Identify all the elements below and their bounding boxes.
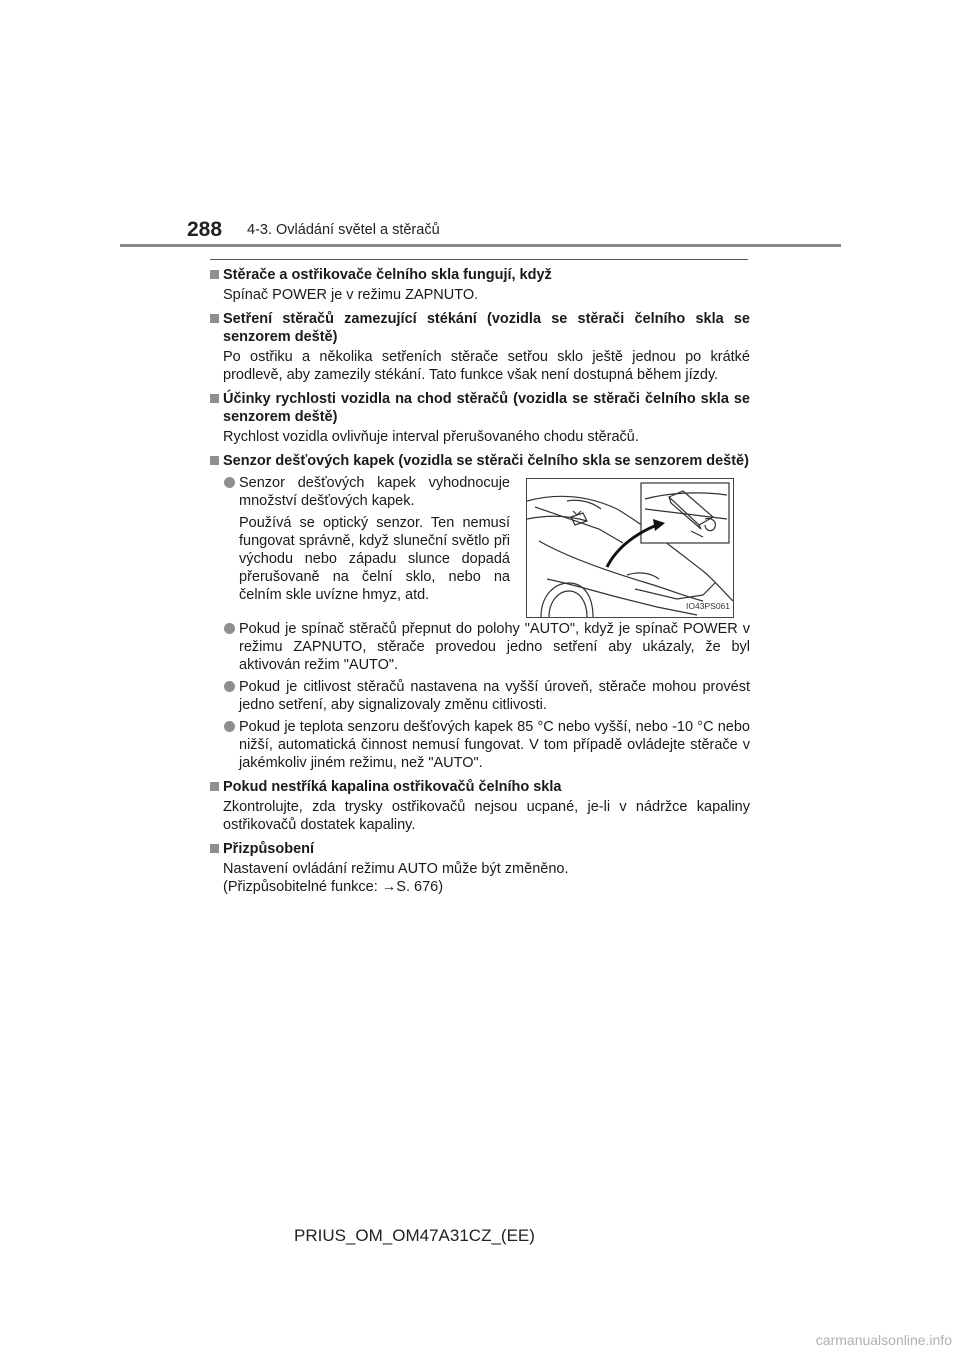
heading-text: Stěrače a ostřikovače čelního skla fungují, když [223,267,552,283]
round-bullet-icon [224,477,235,488]
heading-text: Senzor dešťových kapek (vozidla se stěrači čelního skla se senzorem deště) [223,453,749,469]
section-heading-washer-fluid [210,778,750,796]
paragraph-wipers-operate: Spínač POWER je v režimu ZAPNUTO. [223,287,479,303]
square-bullet-icon [210,394,219,403]
section-washer-fluid [210,778,750,834]
round-bullet-icon [224,681,235,692]
rain-sensor-figure-block [210,474,750,616]
figure-code: IO43PS061 [686,601,730,611]
header-rule [120,244,841,247]
bullet-item [210,718,750,772]
bullet-item [210,678,750,714]
square-bullet-icon [210,782,219,791]
bullet-text: Senzor dešťových kapek vyhodnocuje množství dešťových kapek. [239,475,510,509]
bullet-text: Pokud je citlivost stěračů nastavena na vyšší úroveň, stěrače mohou provést jedno setření, aby signalizovaly změnu citlivosti. [239,679,750,713]
section-customization [210,840,750,896]
bullet-text: Pokud je teplota senzoru dešťových kapek 85 °C nebo vyšší, nebo -10 °C nebo nižší, automatická činnost nemusí fungovat. V tom případě ovládejte stěrače v jakémkoliv jiném režimu, než "AUTO". [239,719,750,771]
square-bullet-icon [210,456,219,465]
bullet-item [210,474,510,510]
square-bullet-icon [210,844,219,853]
customization-page-reference[interactable]: (Přizpůsobitelné funkce: →S. 676) [223,879,444,895]
paragraph-vehicle-speed: Rychlost vozidla ovlivňuje interval přerušovaného chodu stěračů. [223,429,639,445]
footer-model-code: PRIUS_OM_OM47A31CZ_(EE) [294,1226,535,1245]
square-bullet-icon [210,314,219,323]
page-number: 288 [187,218,223,241]
section-rain-sensor [210,452,750,772]
round-bullet-icon [224,623,235,634]
section-title: 4-3. Ovládání světel a stěračů [247,222,440,238]
bullet-sub-paragraph: Používá se optický senzor. Ten nemusí fungovat správně, když sluneční světlo při východu nebo západu slunce dopadá přerušovaně na čelní sklo, nebo na čelním skle uvízne hmyz, atd. [239,515,510,603]
paragraph-drip-wipe: Po ostřiku a několika setřeních stěrače setřou sklo ještě jednou po krátké prodlevě, aby zamezily stékání. Tato funkce však není dostupná během jízdy. [223,349,750,383]
square-bullet-icon [210,270,219,279]
content-rule [210,259,748,260]
heading-text: Účinky rychlosti vozidla na chod stěračů (vozidla se stěrači čelního skla se senzorem deště) [223,391,750,425]
figure-side-text [210,474,510,604]
rain-sensor-illustration [526,478,734,618]
page-content [210,266,750,902]
section-drip-wipe [210,310,750,384]
heading-text: Přizpůsobení [223,841,315,857]
heading-text: Pokud nestříká kapalina ostřikovačů čelního skla [223,779,562,795]
section-heading-customization [210,840,750,858]
section-heading-vehicle-speed [210,390,750,426]
bullet-item [210,620,750,674]
section-heading-drip-wipe [210,310,750,346]
section-heading-rain-sensor [210,452,750,470]
paragraph-customization: Nastavení ovládání režimu AUTO může být změněno. [223,861,569,877]
bullet-text: Pokud je spínač stěračů přepnut do polohy "AUTO", když je spínač POWER v režimu ZAPNUTO, stěrače provedou jedno setření aby ukázaly, že byl aktivován režim "AUTO". [239,621,750,673]
paragraph-washer-fluid: Zkontrolujte, zda trysky ostřikovačů nejsou ucpané, je-li v nádržce kapaliny ostřikovačů dostatek kapaliny. [223,799,750,833]
section-heading-wipers-operate [210,266,750,284]
watermark: carmanualsonline.info [815,1332,952,1348]
section-wipers-operate [210,266,750,304]
section-vehicle-speed [210,390,750,446]
round-bullet-icon [224,721,235,732]
heading-text: Setření stěračů zamezující stékání (vozidla se stěrači čelního skla se senzorem deště) [223,311,750,345]
